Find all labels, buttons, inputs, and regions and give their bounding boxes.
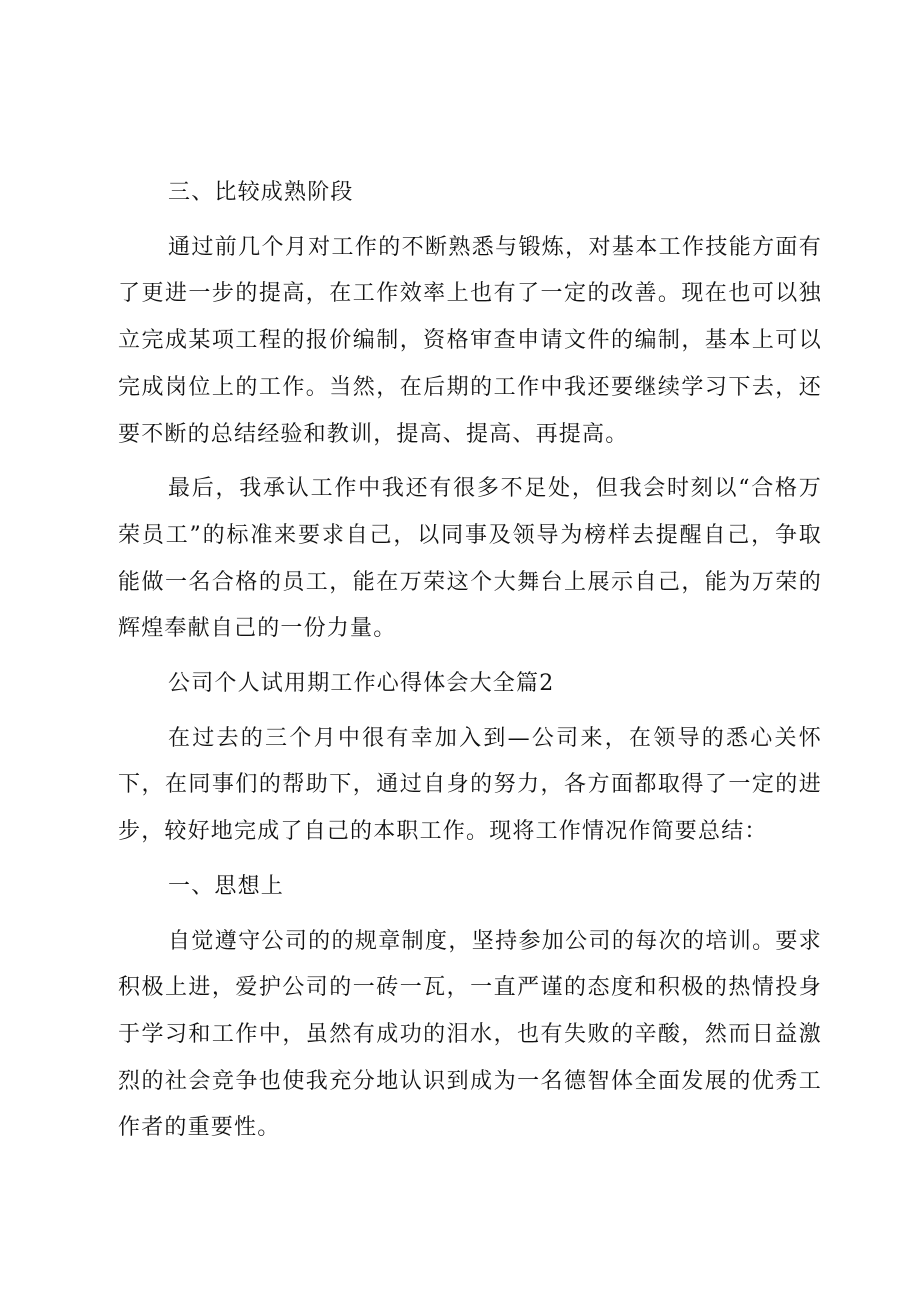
paragraph-conclusion: 最后，我承认工作中我还有很多不足处，但我会时刻以“合格万荣员工”的标准来要求自己，以同事及领导为榜样去提醒自己，争取能做一名合格的员工，能在万荣这个大舞台上展示自己，能为万荣的辉煌奉献自己的一份力量。 — [118, 476, 822, 642]
paragraph-ideology: 自觉遵守公司的的规章制度，坚持参加公司的每次的培训。要求积极上进，爱护公司的一砖一瓦，一直严谨的态度和积极的热情投身于学习和工作中，虽然有成功的泪水，也有失败的辛酸，然而日益激烈的社会竞争也使我充分地认识到成为一名德智体全面发展的优秀工作者的重要性。 — [118, 928, 822, 1141]
paragraph-introduction: 在过去的三个月中很有幸加入到—公司来，在领导的悉心关怀下，在同事们的帮助下，通过自身的努力，各方面都取得了一定的进步，较好地完成了自己的本职工作。现将工作情况作简要总结： — [118, 725, 822, 845]
paragraph-work-progress: 通过前几个月对工作的不断熟悉与锻炼，对基本工作技能方面有了更进一步的提高，在工作效率上也有了一定的改善。现在也可以独立完成某项工程的报价编制，资格审查申请文件的编制，基本上可以完成岗位上的工作。当然，在后期的工作中我还要继续学习下去，还要不断的总结经验和教训，提高、提高、再提高。 — [118, 234, 822, 447]
article-title-part-2: 公司个人试用期工作心得体会大全篇2 — [168, 671, 555, 697]
section-heading-ideology: 一、思想上 — [168, 873, 285, 899]
document-body — [118, 170, 822, 1160]
section-heading-stage-three: 三、比较成熟阶段 — [168, 180, 354, 205]
